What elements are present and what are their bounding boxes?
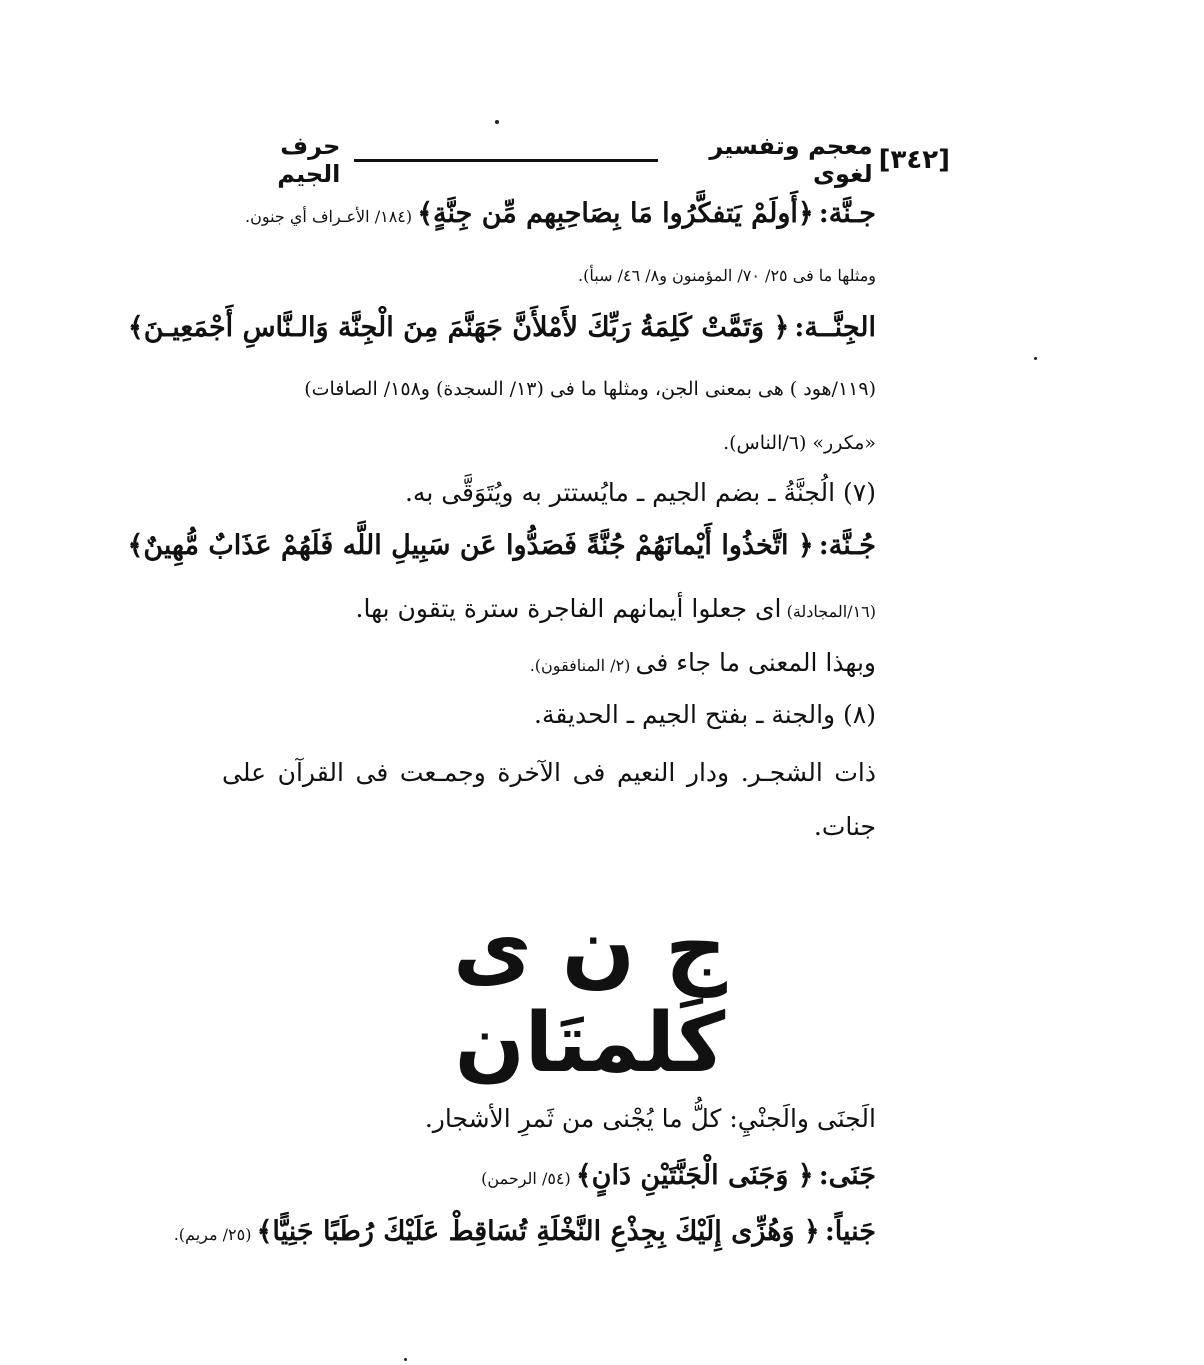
entry-headword: جُـنَّة:	[818, 530, 876, 561]
root-letters: ج ن ى	[452, 898, 728, 998]
header-right	[672, 132, 950, 188]
entry-line-7	[127, 530, 876, 561]
verse-reference: (١٦/المجادلة)	[786, 602, 876, 621]
root-entry-line-1	[222, 1160, 876, 1191]
verse-reference: (١٨٤/ الأعـراف أي جنون.	[244, 207, 413, 226]
entry-headword: جَنَى:	[818, 1160, 876, 1191]
entry-line-9	[222, 648, 876, 677]
quran-verse: ﴿ اتَّخذُوا أَيْمانَهُمْ جُنَّةً فَصَدُّوا عَن سَبِيلِ اللَّه فَلَهُمْ عَذَابٌ مُّهِينٌ﴾	[127, 530, 814, 561]
scan-speck	[404, 1358, 407, 1361]
scan-speck	[495, 120, 499, 124]
definition-text: ذات الشجـر. ودار النعيم فى الآخرة وجمـعت فى القرآن على	[222, 758, 876, 787]
entry-line-3	[127, 312, 876, 343]
quran-verse: ﴿ وَجَنَى الْجَنَّتَيْنِ دَانٍ﴾	[575, 1160, 814, 1191]
definition-text: جنات.	[813, 812, 876, 841]
running-header	[222, 132, 950, 188]
verse-reference: (٢/ المنافقون).	[529, 656, 631, 675]
word-count-heading: كَلمتَان	[454, 996, 726, 1091]
entry-line-12	[222, 812, 876, 841]
quran-verse: ﴿ وَتَمَّتْ كَلِمَةُ رَبِّكَ لأَمْلأَنَّ جَهَنَّمَ مِنَ الْجِنَّة وَالـنَّاسِ أَجْمَعِيـنَ﴾	[127, 312, 790, 343]
root-entry-line-2	[173, 1216, 876, 1247]
root-definition-line	[222, 1104, 876, 1133]
header-rule	[354, 159, 658, 162]
reference-note: ومثلها ما فى ٢٥/ ٧٠/ المؤمنون و٨/ ٤٦/ سبأ).	[578, 266, 876, 285]
entry-line-10	[222, 700, 876, 729]
entry-headword: الجِنَّــة:	[794, 312, 876, 343]
quran-verse: ﴿ وَهُزِّى إِلَيْكَ بِجِذْعِ النَّخْلَةِ تُسَاقِطْ عَلَيْكَ رُطَبًا جَنِيًّا﴾	[256, 1216, 820, 1247]
entry-line-8	[222, 594, 876, 623]
header-left	[222, 132, 340, 188]
verse-reference: (٥٤/ الرحمن)	[481, 1169, 571, 1188]
book-title: معجم وتفسير لغوى	[709, 132, 873, 188]
reference-note: (١١٩/هود ) هى بمعنى الجن، ومثلها ما فى (١٣/ السجدة) و١٥٨/ الصافات)	[304, 378, 876, 400]
scan-speck	[1034, 357, 1037, 360]
quran-verse: ﴿أَولَمْ يَتفكَّرُوا مَا بِصَاحِبِهم مِّن جِنَّةٍ﴾	[417, 198, 814, 229]
section-title: حرف الجيم	[277, 132, 341, 188]
entry-line-2	[222, 266, 876, 285]
entry-line-4	[270, 378, 876, 400]
entry-line-5	[222, 432, 876, 454]
entry-line-1	[222, 198, 876, 229]
entry-line-11	[222, 758, 876, 787]
definition-text: وبهذا المعنى ما جاء فى	[635, 648, 876, 677]
definition-text: الَجنَى والَجنْيِ: كلُّ ما يُجْنى من ثَمرِ الأشجار.	[424, 1104, 876, 1133]
entry-headword: جـنَّة:	[818, 198, 876, 229]
entry-headword: جَنياً:	[824, 1216, 876, 1247]
definition-text: (٨) والجنة ـ بفتح الجيم ـ الحديقة.	[534, 700, 876, 729]
page-number: [٣٤٢]	[878, 145, 950, 175]
definition-text: اى جعلوا أيمانهم الفاجرة سترة يتقون بها.	[355, 594, 782, 623]
definition-text: (٧) الُجنَّةُ ـ بضم الجيم ـ مايُستتر به ويُتَوَقَّى به.	[404, 478, 876, 507]
verse-reference: (٢٥/ مريم).	[173, 1225, 252, 1244]
reference-note: «مكرر» (٦/الناس).	[723, 432, 876, 454]
entry-line-6	[222, 478, 876, 507]
